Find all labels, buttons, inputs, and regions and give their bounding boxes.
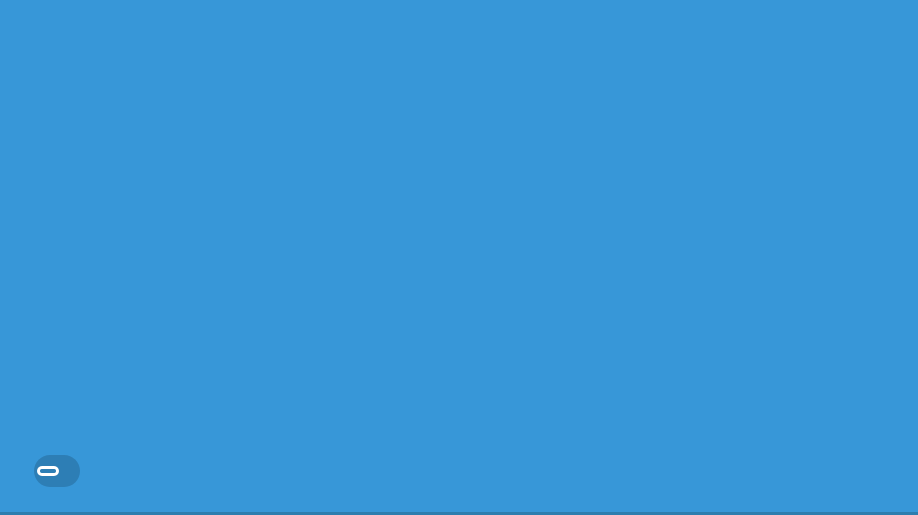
- cc0-label: [37, 466, 59, 476]
- footer: [0, 453, 918, 497]
- license-badge: [34, 455, 80, 487]
